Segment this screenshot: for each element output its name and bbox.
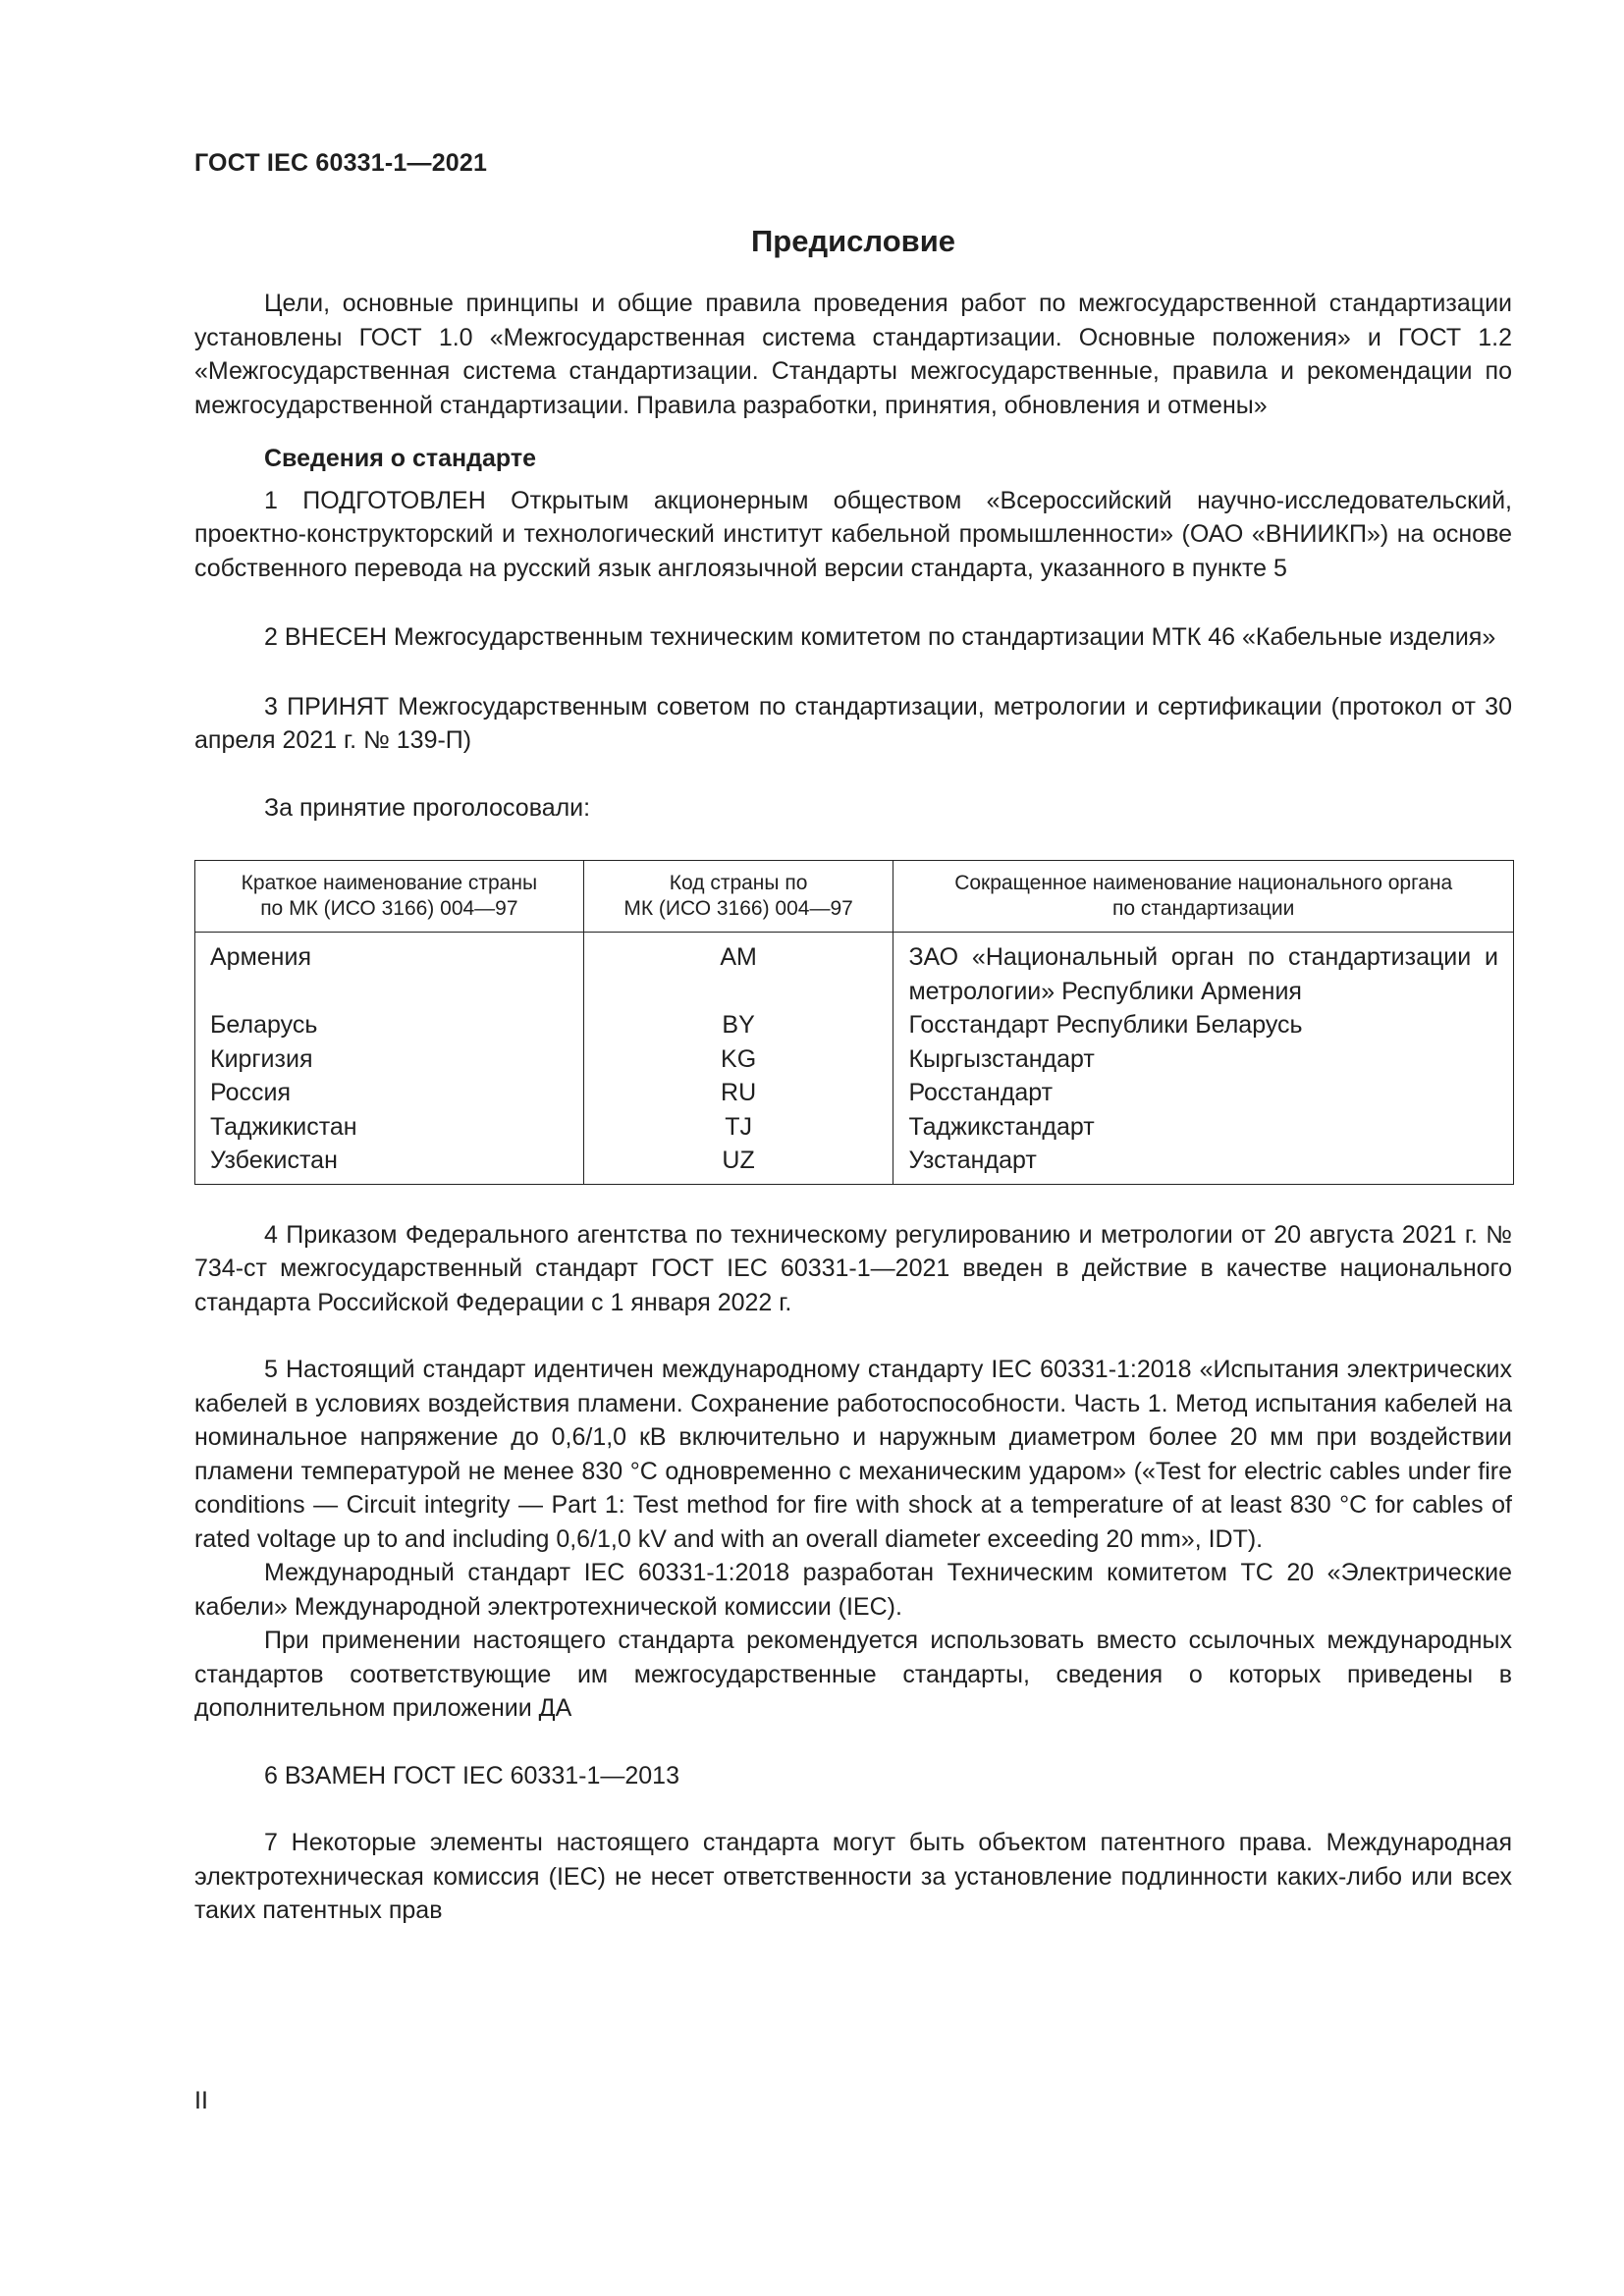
header-country-code [583, 861, 893, 933]
body-cell: Госстандарт Республики Беларусь [893, 1008, 1514, 1042]
country-cell: Армения [195, 933, 584, 1009]
section-heading-about: Сведения о стандарте [264, 445, 537, 472]
main-content [194, 222, 1512, 1928]
code-cell: TJ [583, 1110, 893, 1145]
table-row [195, 1008, 1514, 1042]
header-national-body [893, 861, 1514, 933]
header-code-line1: Код страны по [669, 872, 808, 894]
table-row [195, 933, 1514, 1009]
page-number: II [194, 2087, 208, 2114]
document-code-header: ГОСТ IEC 60331-1—2021 [194, 149, 488, 177]
body-cell: Таджикстандарт [893, 1110, 1514, 1145]
body-cell: Кыргызстандарт [893, 1042, 1514, 1077]
code-cell: AM [583, 933, 893, 1009]
voted-label: За принятие проголосовали: [264, 793, 591, 822]
voting-table [194, 860, 1514, 1185]
item-5-usage-paragraph: При применении настоящего стандарта рекомендуется использовать вместо ссылочных международных стандартов соответствующие им межгосударственные стандарты, сведения о которых приведены в дополнительном приложении ДА [194, 1627, 1512, 1722]
code-cell: RU [583, 1076, 893, 1110]
item-5-paragraph: 5 Настоящий стандарт идентичен международному стандарту IEC 60331-1:2018 «Испытания электрических кабелей в условиях воздействия пламени. Сохранение работоспособности. Часть 1. Метод испытания кабелей на номинальное напряжение до 0,6/1,0 кВ включительно и наружным диаметром более 20 мм при воздействии пламени температурой не менее 830 °С одновременно с механическим ударом» («Test for electric cables under fire conditions — Circuit integrity — Part 1: Test method for fire with shock at a temperature of at least 830 °C for cables of rated voltage up to and including 0,6/1,0 kV and with an overall diameter exceeding 20 mm», IDT). [194, 1356, 1512, 1553]
country-cell: Киргизия [195, 1042, 584, 1077]
item-5-origin-paragraph: Международный стандарт IEC 60331-1:2018 разработан Техническим комитетом ТС 20 «Электрические кабели» Международной электротехнической комиссии (IEC). [194, 1559, 1512, 1621]
body-cell: ЗАО «Национальный орган по стандартизации и метрологии» Республики Армения [893, 933, 1514, 1009]
item-7-paragraph: 7 Некоторые элементы настоящего стандарта могут быть объектом патентного права. Международная электротехническая комиссия (IEC) не несет ответственности за установление подлинности каких-либо или всех таких патентных прав [194, 1829, 1512, 1924]
item-6-paragraph: 6 ВЗАМЕН ГОСТ IEC 60331-1—2013 [264, 1761, 679, 1789]
table-row [195, 1110, 1514, 1145]
country-cell: Таджикистан [195, 1110, 584, 1145]
table-header-row [195, 861, 1514, 933]
header-country-name [195, 861, 584, 933]
code-cell: UZ [583, 1144, 893, 1184]
intro-paragraph: Цели, основные принципы и общие правила проведения работ по межгосударственной стандартизации установлены ГОСТ 1.0 «Межгосударственная система стандартизации. Основные положения» и ГОСТ 1.2 «Межгосударственная система стандартизации. Стандарты межгосударственные, правила и рекомендации по межгосударственной стандартизации. Правила разработки, принятия, обновления и отмены» [194, 290, 1512, 419]
body-cell: Росстандарт [893, 1076, 1514, 1110]
table-row [195, 1042, 1514, 1077]
country-cell: Россия [195, 1076, 584, 1110]
header-code-line2: МК (ИСО 3166) 004—97 [623, 897, 853, 920]
page-title: Предисловие [750, 224, 955, 258]
item-4-paragraph: 4 Приказом Федерального агентства по техническому регулированию и метрологии от 20 августа 2021 г. № 734-ст межгосударственный стандарт ГОСТ IEC 60331-1—2021 введен в действие в качестве национального стандарта Российской Федерации с 1 января 2022 г. [194, 1220, 1512, 1316]
body-cell: Узстандарт [893, 1144, 1514, 1184]
item-1-paragraph: 1 ПОДГОТОВЛЕН Открытым акционерным обществом «Всероссийский научно-исследовательский, проектно-конструкторский и технологический институт кабельной промышленности» (ОАО «ВНИИКП») на основе собственного перевода на русский язык англоязычной версии стандарта, указанного в пункте 5 [194, 486, 1512, 582]
table-row [195, 1076, 1514, 1110]
code-cell: KG [583, 1042, 893, 1077]
code-cell: BY [583, 1008, 893, 1042]
country-cell: Беларусь [195, 1008, 584, 1042]
item-3-paragraph: 3 ПРИНЯТ Межгосударственным советом по стандартизации, метрологии и сертификации (протокол от 30 апреля 2021 г. № 139-П) [194, 692, 1512, 754]
header-country-line1: Краткое наименование страны [241, 872, 538, 894]
item-2-paragraph: 2 ВНЕСЕН Межгосударственным техническим комитетом по стандартизации МТК 46 «Кабельные изделия» [264, 623, 1496, 651]
country-cell: Узбекистан [195, 1144, 584, 1184]
table-row [195, 1144, 1514, 1184]
header-body-line2: по стандартизации [1112, 897, 1295, 920]
header-country-line2: по МК (ИСО 3166) 004—97 [260, 897, 518, 920]
header-body-line1: Сокращенное наименование национального органа [954, 872, 1453, 894]
